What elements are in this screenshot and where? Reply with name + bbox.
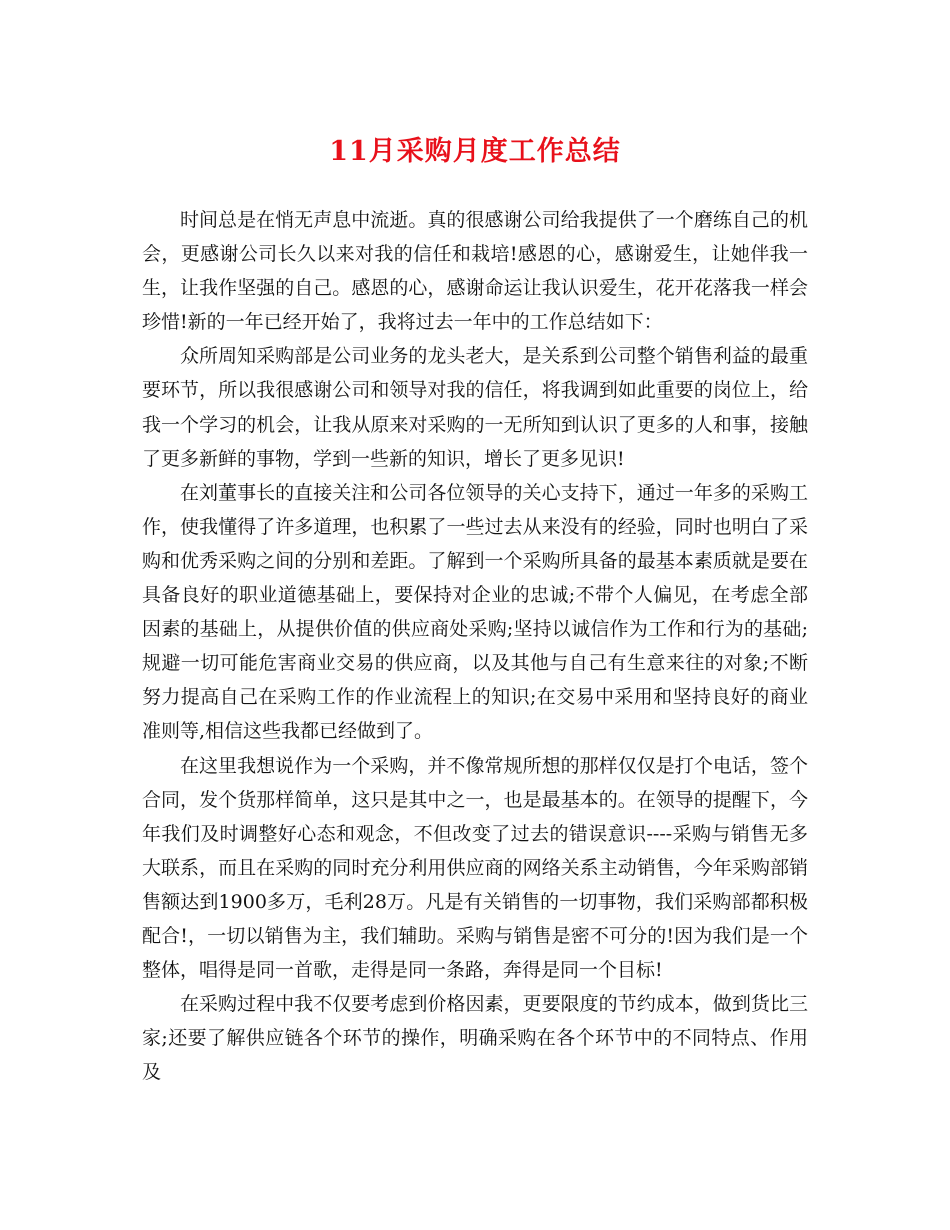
paragraph-2: 众所周知采购部是公司业务的龙头老大，是关系到公司整个销售利益的最重要环节，所以我很感谢公司和领导对我的信任，将我调到如此重要的岗位上，给我一个学习的机会，让我从原来对采购的一无所知到认识了更多的人和事，接触了更多新鲜的事物，学到一些新的知识，增长了更多见识! — [142, 345, 808, 470]
document-title: 11月采购月度工作总结 — [329, 136, 621, 167]
paragraph-3: 在刘董事长的直接关注和公司各位领导的关心支持下，通过一年多的采购工作，使我懂得了许多道理，也积累了一些过去从来没有的经验，同时也明白了采购和优秀采购之间的分别和差距。了解到一个采购所具备的最基本素质就是要在具备良好的职业道德基础上，要保持对企业的忠诚;不带个人偏见，在考虑全部因素的基础上，从提供价值的供应商处采购;坚持以诚信作为工作和行为的基础;规避一切可能危害商业交易的供应商，以及其他与自己有生意来往的对象;不断努力提高自己在采购工作的作业流程上的知识;在交易中采用和坚持良好的商业准则等,相信这些我都已经做到了。 — [142, 481, 808, 743]
paragraph-5: 在采购过程中我不仅要考虑到价格因素，更要限度的节约成本，做到货比三家;还要了解供应链各个环节的操作，明确采购在各个环节中的不同特点、作用及 — [142, 993, 808, 1084]
document-body — [142, 203, 808, 1089]
paragraph-4: 在这里我想说作为一个采购，并不像常规所想的那样仅仅是打个电话，签个合同，发个货那样简单，这只是其中之一，也是最基本的。在领导的提醒下，今年我们及时调整好心态和观念，不但改变了过去的错误意识----采购与销售无多大联系，而且在采购的同时充分利用供应商的网络关系主动销售，今年采购部销售额达到1900多万，毛利28万。凡是有关销售的一切事物，我们采购部都积极配合!，一切以销售为主，我们辅助。采购与销售是密不可分的!因为我们是一个整体，唱得是同一首歌，走得是同一条路，奔得是同一个目标! — [142, 754, 808, 982]
paragraph-1: 时间总是在悄无声息中流逝。真的很感谢公司给我提供了一个磨练自己的机会，更感谢公司长久以来对我的信任和栽培!感恩的心，感谢爱生，让她伴我一生，让我作坚强的自己。感恩的心，感谢命运让我认识爱生，花开花落我一样会珍惜!新的一年已经开始了，我将过去一年中的工作总结如下： — [142, 209, 808, 334]
